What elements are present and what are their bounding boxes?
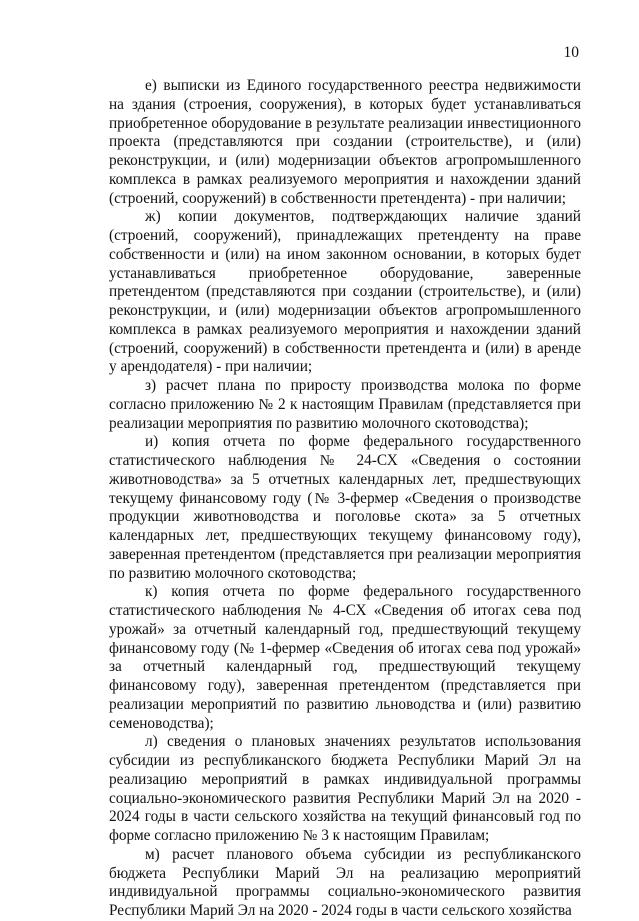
page-number: 10: [563, 44, 579, 61]
paragraph-m: м) расчет планового объема субсидии из республиканского бюджета Республики Марий Эл на реализацию мероприятий индивидуальной программы социально-экономического развития Республики Марий Эл на 2020 - 2024 годы в части сельского хозяйства: [109, 845, 581, 919]
paragraph-k: к) копия отчета по форме федерального государственного статистического наблюдения № 4-СХ «Сведения об итогах сева под урожай» за отчетный календарный год, предшествующий текущему финансовому году (№ 1-фермер «Сведения об итогах сева под урожай» за отчетный календарный год, предшествующий текущему финансовому году), заверенная претендентом (представляется при реализации мероприятий по развитию льноводства и (или) развитию семеноводства);: [109, 583, 581, 732]
paragraph-zh: ж) копии документов, подтверждающих наличие зданий (строений, сооружений), принадлежащих претенденту на праве собственности и (или) на ином законном основании, в которых будет устанавливаться приобретенное оборудование, заверенные претендентом (представляются при создании (строительстве), и (или) реконструкции, и (или) модернизации объектов агропромышленного комплекса в рамках реализуемого мероприятия и нахождении зданий (строений, сооружений) в собственности претендента и (или) в аренде у арендодателя) - при наличии;: [109, 208, 581, 376]
paragraph-e: е) выписки из Единого государственного реестра недвижимости на здания (строения, сооружения), в которых будет устанавливаться приобретенное оборудование в результате реализации инвестиционного проекта (представляются при создании (строительстве), и (или) реконструкции, и (или) модернизации объектов агропромышленного комплекса в рамках реализуемого мероприятия и нахождении зданий (строений, сооружений) в собственности претендента) - при наличии;: [109, 77, 581, 207]
paragraph-l: л) сведения о плановых значениях результатов использования субсидии из республиканского бюджета Республики Марий Эл на реализацию мероприятий в рамках индивидуальной программы социально-экономического развития Республики Марий Эл на 2020 - 2024 годы в части сельского хозяйства на текущий финансовый год по форме согласно приложению № 3 к настоящим Правилам;: [109, 733, 581, 844]
paragraph-i: и) копия отчета по форме федерального государственного статистического наблюдения № 24-СХ «Сведения о состоянии животноводства» за 5 отчетных календарных лет, предшествующих текущему финансовому году (№ 3-фермер «Сведения о производстве продукции животноводства и поголовье скота» за 5 отчетных календарных лет, предшествующих текущему финансовому году), заверенная претендентом (представляется при реализации мероприятия по развитию молочного скотоводства;: [109, 433, 581, 582]
document-body: [109, 77, 581, 921]
paragraph-z: з) расчет плана по приросту производства молока по форме согласно приложению № 2 к настоящим Правилам (представляется при реализации мероприятия по развитию молочного скотоводства);: [109, 377, 581, 432]
